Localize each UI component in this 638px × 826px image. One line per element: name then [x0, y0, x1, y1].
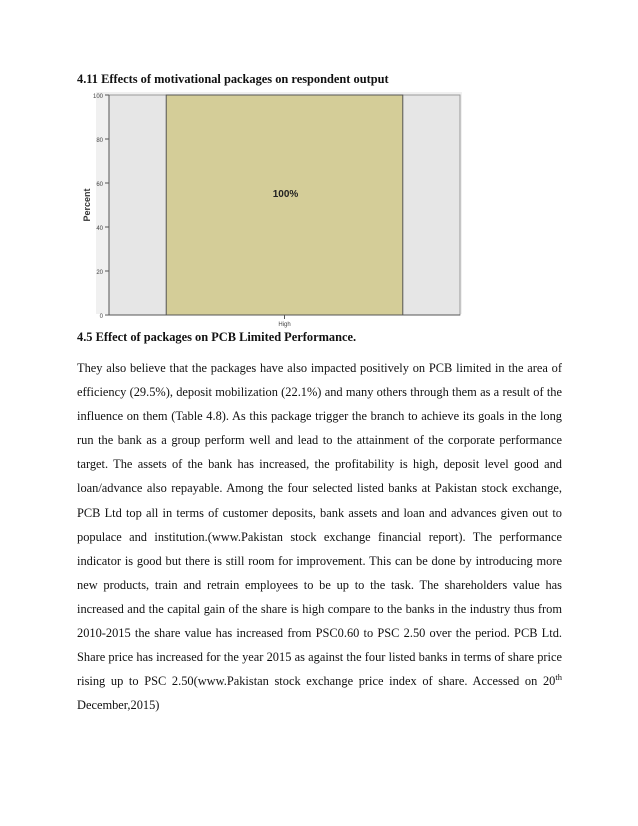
y-axis-label: Percent [82, 188, 92, 222]
y-tick-label: 40 [96, 226, 103, 232]
section-heading-pcb-performance: 4.5 Effect of packages on PCB Limited Performance. [77, 330, 357, 344]
y-tick-label: 60 [96, 182, 103, 188]
bar-group [166, 95, 403, 328]
paragraph-body: They also believe that the packages have also impacted positively on PCB limited in the area of efficiency (29.5%), deposit mobilization (22.1%) and many others through them as a result of the influence on them (Table 4.8). As this package trigger the branch to achieve its goals in the long run the bank as a group perform well and lead to the attainment of the corporate performance target. The assets of the bank has increased, the profitability is high, deposit level good and loan/advance also repayable. Among the four selected listed banks at Pakistan stock exchange, PCB Ltd top all in terms of customer deposits, bank assets and loan and advances given out to populace and institution.(www.Pakistan stock exchange financial report). The performance indicator is good but there is still room for improvement. This can be done by introducing more new products, train and retrain employees to be up to the task. The shareholders value has increased and the capital gain of the share is high compare to the banks in the industry thus from 2010-2015 the share value has increased from PSC0.60 to PSC 2.50 over the period. PCB Ltd. Share price has increased for the year 2015 as against the four listed banks in terms of share price rising up to PSC 2.50(www.Pakistan stock exchange price index of share. Accessed on 20 [77, 361, 562, 689]
bar-data-label: 100% [272, 189, 299, 200]
y-tick-label: 20 [96, 270, 103, 276]
section-heading-motivational-packages: 4.11 Effects of motivational packages on respondent output [77, 72, 389, 86]
y-tick-label: 80 [96, 138, 103, 144]
y-tick-label: 100 [92, 94, 103, 100]
chart-svg [76, 90, 468, 330]
paragraph-superscript: th [555, 672, 562, 683]
x-tick-label: High [278, 322, 291, 328]
y-tick-label: 0 [99, 314, 103, 320]
body-paragraph [77, 356, 562, 717]
percent-bar-chart [76, 90, 468, 330]
paragraph-end: December,2015) [77, 698, 160, 713]
bar-high [166, 95, 403, 315]
